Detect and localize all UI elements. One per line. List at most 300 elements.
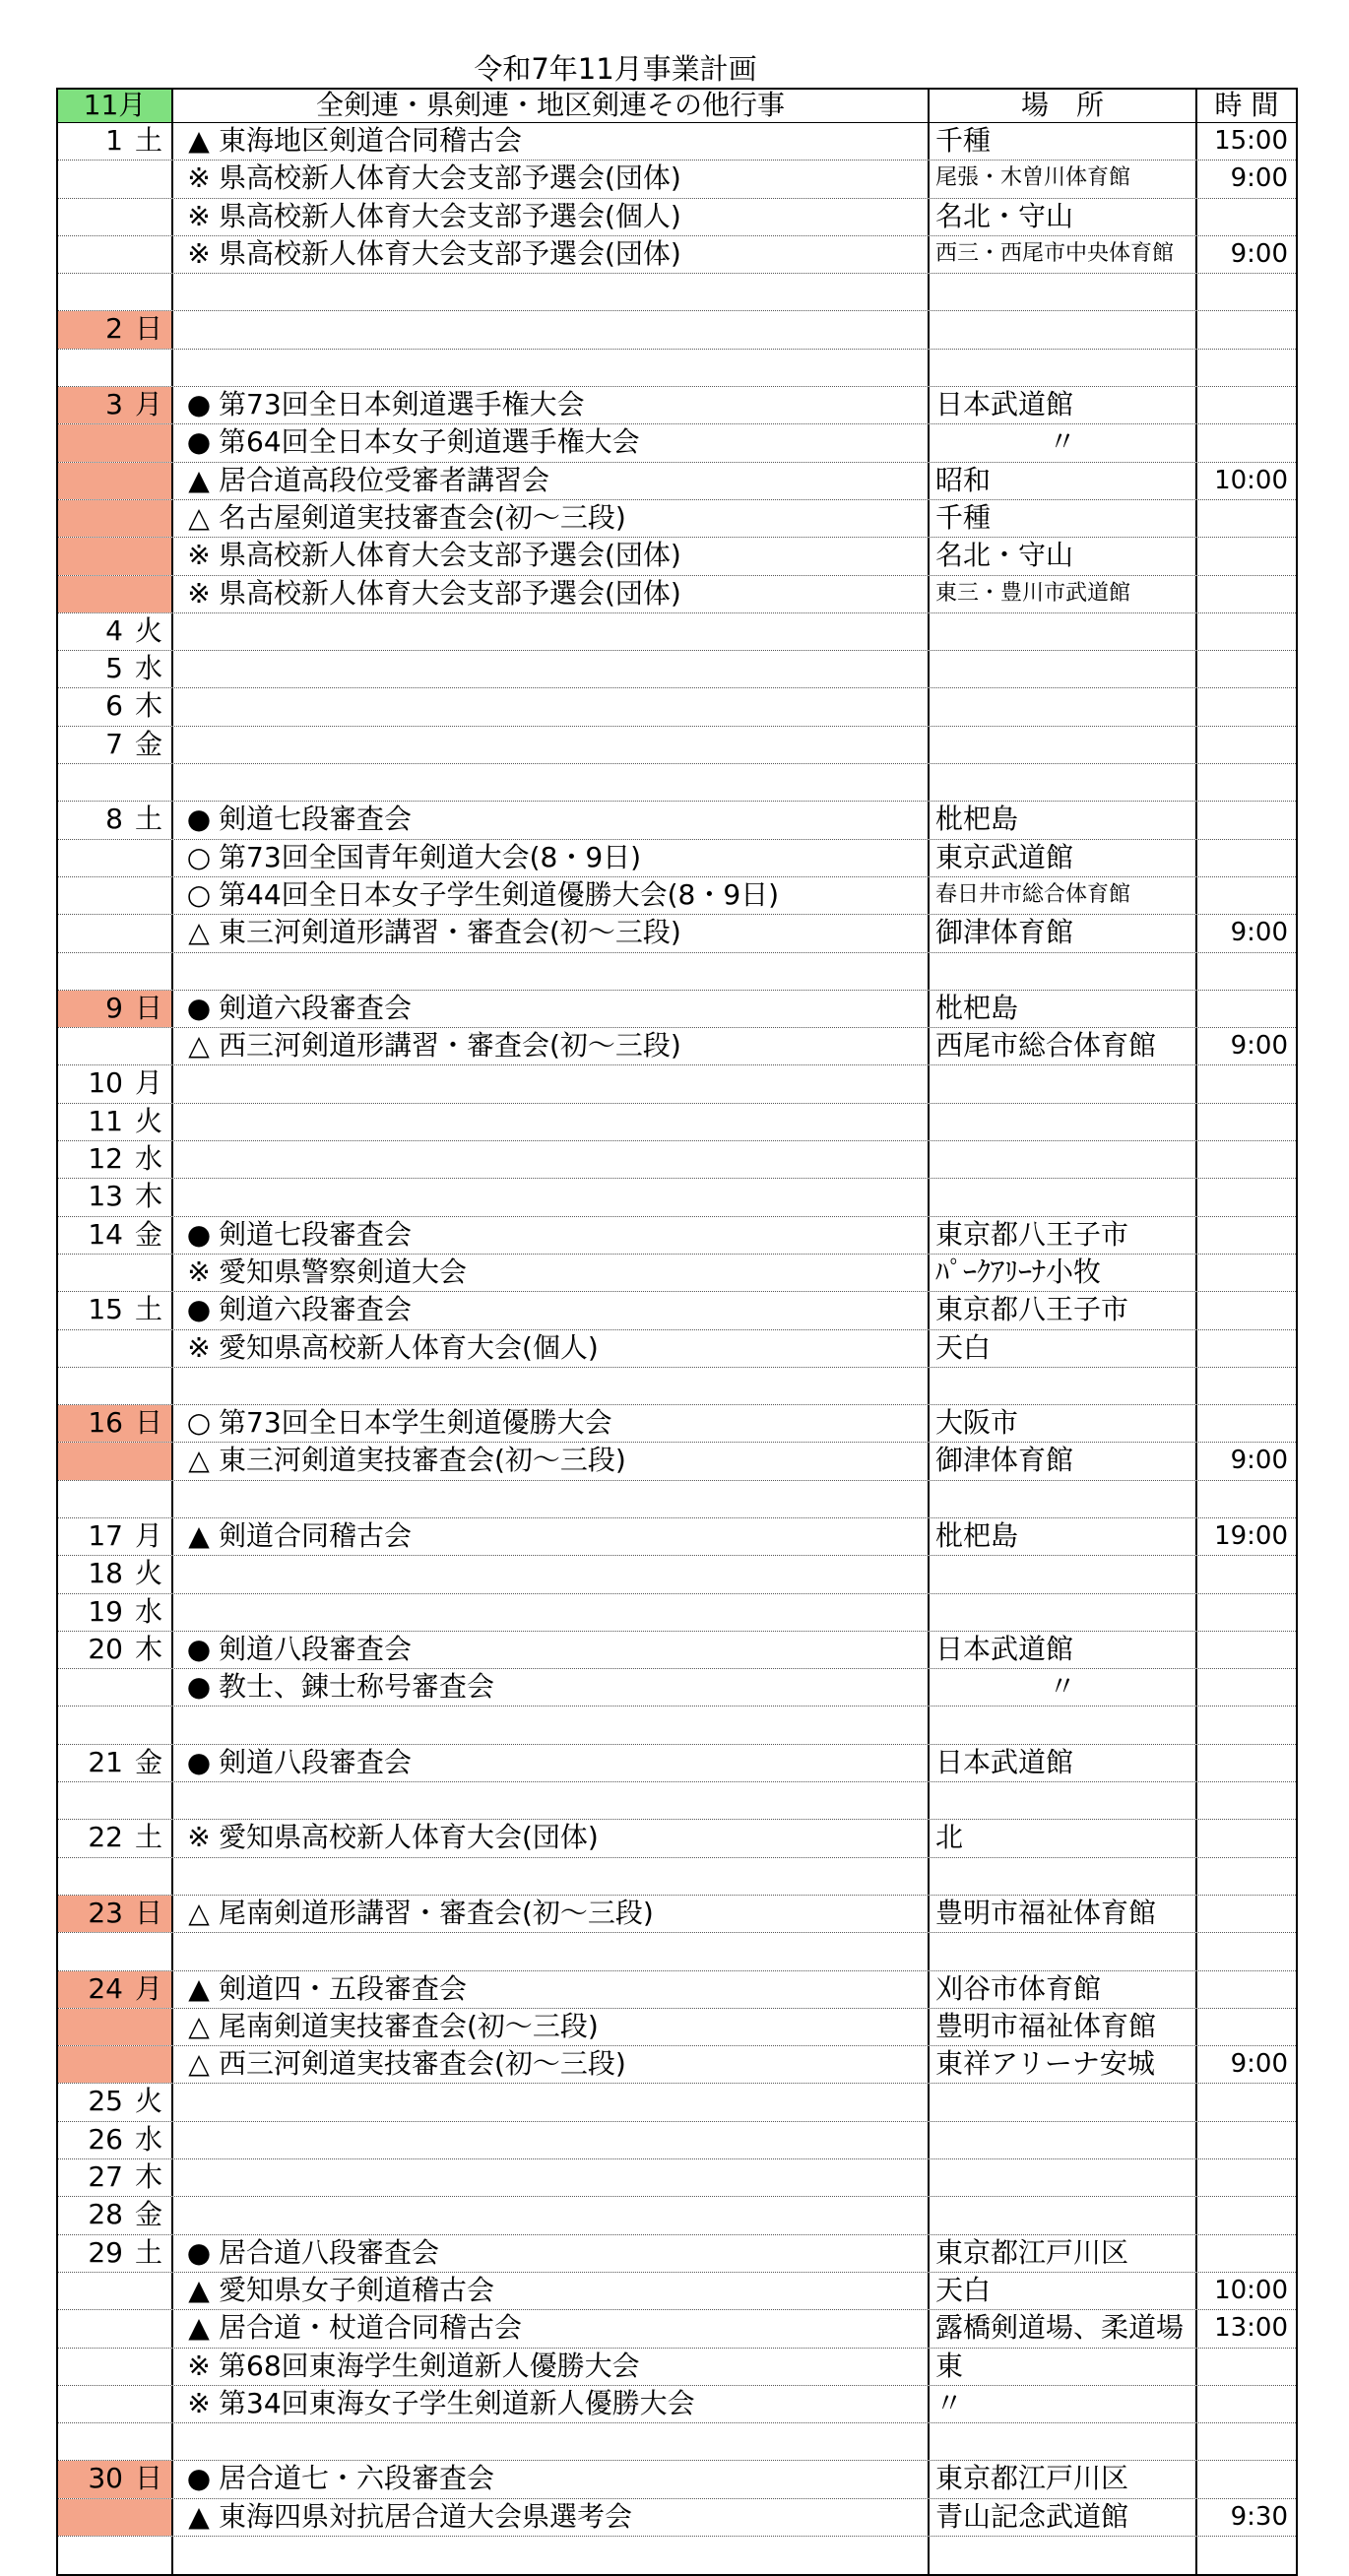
date-cell	[58, 651, 173, 687]
place-header: 場 所	[930, 90, 1197, 122]
place-cell: 北	[930, 1820, 1197, 1856]
time-cell	[1197, 576, 1296, 612]
date-cell	[58, 727, 173, 763]
place-cell	[930, 2159, 1197, 2196]
day-of-week: 水	[134, 1594, 162, 1628]
date-cell	[58, 350, 173, 386]
table-row	[58, 1896, 1296, 1933]
time-cell	[1197, 538, 1296, 574]
place-cell	[930, 1858, 1197, 1895]
date-cell	[58, 1368, 173, 1404]
place-cell	[930, 311, 1197, 348]
event-name: 東海地区剣道合同稽古会	[219, 124, 523, 157]
event-mark: ※	[187, 236, 211, 270]
place-cell: 尾張・木曽川体育館	[930, 161, 1197, 197]
time-cell	[1197, 387, 1296, 423]
place-cell	[930, 764, 1197, 801]
table-row	[58, 1368, 1296, 1405]
day-of-week: 水	[134, 1142, 162, 1176]
day-number: 11	[88, 1104, 123, 1137]
event-cell	[173, 1971, 930, 2008]
event-cell	[173, 2159, 930, 2196]
place-cell: 青山記念武道館	[930, 2499, 1197, 2536]
place-cell: 東京都江戸川区	[930, 2461, 1197, 2497]
place-cell: 千種	[930, 123, 1197, 160]
date-cell	[58, 274, 173, 310]
event-mark: ●	[186, 425, 212, 459]
time-cell	[1197, 2235, 1296, 2272]
event-mark: ○	[186, 840, 212, 873]
event-cell	[173, 538, 930, 574]
day-of-week: 火	[134, 613, 162, 647]
date-cell	[58, 802, 173, 838]
place-cell	[930, 1368, 1197, 1404]
table-row	[58, 688, 1296, 726]
place-cell: 露橋剣道場、柔道場	[930, 2310, 1197, 2347]
event-name: 剣道七段審査会	[219, 1217, 413, 1251]
place-cell: 東京都八王子市	[930, 1292, 1197, 1328]
time-cell	[1197, 2159, 1296, 2196]
date-cell	[58, 688, 173, 725]
date-cell	[58, 1820, 173, 1856]
place-cell	[930, 2122, 1197, 2158]
date-cell	[58, 2084, 173, 2120]
place-cell	[930, 1556, 1197, 1592]
event-cell	[173, 953, 930, 990]
time-cell	[1197, 1971, 1296, 2008]
event-cell	[173, 727, 930, 763]
table-row	[58, 1707, 1296, 1744]
place-cell	[930, 651, 1197, 687]
date-cell	[58, 1556, 173, 1592]
event-cell	[173, 877, 930, 914]
event-cell	[173, 123, 930, 160]
event-cell	[173, 1292, 930, 1328]
event-name: 剣道六段審査会	[219, 1293, 413, 1326]
time-cell	[1197, 1292, 1296, 1328]
event-cell	[173, 1217, 930, 1254]
event-name: 愛知県高校新人体育大会(団体)	[219, 1821, 599, 1854]
event-mark: △	[188, 500, 210, 534]
event-cell	[173, 1518, 930, 1555]
place-cell	[930, 1104, 1197, 1140]
table-row	[58, 1292, 1296, 1329]
date-cell	[58, 2310, 173, 2347]
event-mark: ▲	[188, 124, 210, 157]
place-cell	[930, 727, 1197, 763]
time-cell	[1197, 1896, 1296, 1932]
day-number: 2	[105, 312, 123, 346]
event-name: 居合道・杖道合同稽古会	[219, 2311, 523, 2345]
place-cell: 名北・守山	[930, 538, 1197, 574]
day-number: 22	[88, 1821, 123, 1854]
date-cell	[58, 576, 173, 612]
date-cell	[58, 2159, 173, 2196]
event-cell	[173, 2235, 930, 2272]
event-cell	[173, 2197, 930, 2233]
time-cell	[1197, 1104, 1296, 1140]
event-cell	[173, 764, 930, 801]
day-number: 27	[88, 2160, 123, 2194]
table-row	[58, 953, 1296, 991]
time-cell: 9:00	[1230, 163, 1288, 194]
event-name: 第73回全国青年剣道大会(8・9日)	[219, 840, 642, 873]
event-name: 東三河剣道形講習・審査会(初～三段)	[219, 916, 681, 949]
date-cell	[58, 2273, 173, 2309]
date-cell	[58, 1179, 173, 1215]
table-row	[58, 1594, 1296, 1632]
time-cell	[1197, 1707, 1296, 1743]
day-number: 16	[88, 1406, 123, 1440]
table-header	[58, 90, 1296, 123]
day-of-week: 金	[134, 1745, 162, 1778]
event-name: 居合道八段審査会	[219, 2235, 440, 2269]
event-cell	[173, 1632, 930, 1668]
table-row	[58, 1556, 1296, 1593]
time-cell	[1197, 1594, 1296, 1631]
place-cell	[930, 613, 1197, 650]
place-cell: 春日井市総合体育館	[930, 877, 1197, 914]
event-cell	[173, 2537, 930, 2574]
place-cell: 〃	[930, 1669, 1197, 1706]
event-mark: ●	[186, 1217, 212, 1251]
time-cell: 9:00	[1230, 2049, 1288, 2080]
event-mark: ※	[187, 539, 211, 572]
event-cell	[173, 2423, 930, 2460]
table-row	[58, 2461, 1296, 2498]
event-mark: ※	[187, 199, 211, 232]
table-row	[58, 1255, 1296, 1292]
day-number: 3	[105, 388, 123, 421]
event-cell	[173, 1669, 930, 1706]
table-row	[58, 1669, 1296, 1707]
time-cell	[1197, 651, 1296, 687]
event-cell	[173, 2122, 930, 2158]
event-cell	[173, 1141, 930, 1178]
table-row	[58, 2159, 1296, 2197]
date-cell	[58, 1141, 173, 1178]
event-cell	[173, 1179, 930, 1215]
month-header: 11月	[58, 90, 173, 122]
time-cell	[1197, 613, 1296, 650]
date-cell	[58, 2197, 173, 2233]
place-cell: 日本武道館	[930, 387, 1197, 423]
table-row	[58, 613, 1296, 651]
event-name: 愛知県女子剣道稽古会	[219, 2273, 495, 2306]
event-name: 第34回東海女子学生剣道新人優勝大会	[219, 2386, 695, 2419]
table-row	[58, 2310, 1296, 2348]
table-row	[58, 877, 1296, 915]
place-cell	[930, 688, 1197, 725]
date-cell	[58, 1292, 173, 1328]
date-cell	[58, 2537, 173, 2574]
time-cell	[1197, 764, 1296, 801]
date-cell	[58, 1745, 173, 1781]
table-row	[58, 1443, 1296, 1480]
day-number: 21	[88, 1745, 123, 1778]
date-cell	[58, 840, 173, 876]
day-number: 30	[88, 2462, 123, 2495]
table-row	[58, 538, 1296, 575]
event-cell	[173, 1707, 930, 1743]
place-cell: 枇杷島	[930, 802, 1197, 838]
event-cell	[173, 576, 930, 612]
day-number: 18	[88, 1557, 123, 1590]
place-cell: 豊明市福祉体育館	[930, 1896, 1197, 1932]
table-row	[58, 2499, 1296, 2537]
event-cell	[173, 274, 930, 310]
day-number: 23	[88, 1896, 123, 1929]
place-cell	[930, 2084, 1197, 2120]
date-cell	[58, 123, 173, 160]
time-cell	[1197, 802, 1296, 838]
time-cell: 13:00	[1214, 2313, 1288, 2344]
event-name: 県高校新人体育大会支部予選会(団体)	[219, 576, 681, 610]
time-cell	[1197, 311, 1296, 348]
place-cell: 東	[930, 2349, 1197, 2385]
event-mark: ※	[187, 2349, 211, 2382]
event-name: 剣道八段審査会	[219, 1745, 413, 1778]
time-cell	[1197, 1933, 1296, 1969]
day-of-week: 日	[134, 991, 162, 1024]
table-row	[58, 2084, 1296, 2121]
time-cell	[1197, 1255, 1296, 1291]
event-cell	[173, 1255, 930, 1291]
time-cell	[1197, 500, 1296, 537]
date-cell	[58, 1971, 173, 2008]
event-cell	[173, 1330, 930, 1367]
table-row	[58, 2349, 1296, 2386]
table-row	[58, 1632, 1296, 1669]
event-mark: ▲	[188, 1971, 210, 2005]
day-number: 12	[88, 1142, 123, 1176]
event-cell	[173, 2084, 930, 2120]
event-cell	[173, 613, 930, 650]
time-cell	[1197, 2009, 1296, 2045]
table-row	[58, 1405, 1296, 1443]
table-row	[58, 2235, 1296, 2273]
day-number: 25	[88, 2085, 123, 2118]
table-row	[58, 802, 1296, 839]
day-number: 10	[88, 1066, 123, 1100]
event-mark: △	[188, 2009, 210, 2042]
event-name: 県高校新人体育大会支部予選会(個人)	[219, 199, 681, 232]
day-number: 24	[88, 1971, 123, 2005]
date-cell	[58, 1594, 173, 1631]
time-cell	[1197, 274, 1296, 310]
time-cell	[1197, 199, 1296, 235]
day-number: 19	[88, 1594, 123, 1628]
event-cell	[173, 840, 930, 876]
event-mark: ▲	[188, 2499, 210, 2533]
table-row	[58, 274, 1296, 311]
place-cell	[930, 1141, 1197, 1178]
table-row	[58, 1858, 1296, 1896]
table-row	[58, 651, 1296, 688]
place-cell: 東京武道館	[930, 840, 1197, 876]
event-cell	[173, 350, 930, 386]
table-row	[58, 1820, 1296, 1857]
date-cell	[58, 1065, 173, 1102]
date-cell	[58, 1782, 173, 1819]
event-cell	[173, 1028, 930, 1064]
event-mark: ○	[186, 877, 212, 911]
place-cell	[930, 1782, 1197, 1819]
day-of-week: 木	[134, 689, 162, 723]
event-mark: ※	[187, 1255, 211, 1288]
date-cell	[58, 2461, 173, 2497]
event-mark: ※	[187, 576, 211, 610]
day-of-week: 月	[134, 1518, 162, 1552]
event-mark: △	[188, 1444, 210, 1477]
place-cell: 天白	[930, 2273, 1197, 2309]
event-cell	[173, 2310, 930, 2347]
place-cell: 枇杷島	[930, 991, 1197, 1027]
day-number: 15	[88, 1293, 123, 1326]
event-name: 県高校新人体育大会支部予選会(団体)	[219, 539, 681, 572]
place-cell	[930, 1594, 1197, 1631]
day-number: 5	[105, 652, 123, 685]
table-row	[58, 576, 1296, 613]
time-cell: 9:00	[1230, 1446, 1288, 1476]
place-cell: 名北・守山	[930, 199, 1197, 235]
time-cell: 10:00	[1214, 465, 1288, 495]
day-number: 28	[88, 2198, 123, 2231]
date-cell	[58, 1707, 173, 1743]
table-row	[58, 1933, 1296, 1970]
table-row	[58, 311, 1296, 349]
place-cell: 西三・西尾市中央体育館	[930, 236, 1197, 273]
day-of-week: 木	[134, 1632, 162, 1665]
table-row	[58, 236, 1296, 274]
event-mark: ▲	[188, 2273, 210, 2306]
table-row	[58, 2046, 1296, 2084]
place-cell: ﾊﾟｰｸｱﾘｰﾅ小牧	[930, 1255, 1197, 1291]
time-cell	[1197, 840, 1296, 876]
place-cell	[930, 1707, 1197, 1743]
time-cell	[1197, 2537, 1296, 2574]
date-cell	[58, 1518, 173, 1555]
table-row	[58, 991, 1296, 1028]
date-cell	[58, 2046, 173, 2083]
time-cell	[1197, 1820, 1296, 1856]
event-cell	[173, 1820, 930, 1856]
time-cell: 9:00	[1230, 1031, 1288, 1062]
date-cell	[58, 1104, 173, 1140]
place-cell	[930, 274, 1197, 310]
time-cell	[1197, 1669, 1296, 1706]
day-of-week: 木	[134, 2160, 162, 2194]
time-cell: 15:00	[1214, 126, 1288, 156]
event-mark: ▲	[188, 1518, 210, 1552]
time-header: 時 間	[1214, 90, 1279, 121]
place-cell: 日本武道館	[930, 1632, 1197, 1668]
event-cell	[173, 424, 930, 461]
table-row	[58, 1782, 1296, 1820]
event-cell	[173, 1858, 930, 1895]
table-row	[58, 1971, 1296, 2009]
time-cell	[1197, 2122, 1296, 2158]
event-name: 教士、錬士称号審査会	[219, 1670, 495, 1704]
time-cell	[1197, 1141, 1296, 1178]
time-cell	[1197, 1065, 1296, 1102]
place-cell: 〃	[930, 2386, 1197, 2422]
day-number: 17	[88, 1518, 123, 1552]
event-cell	[173, 500, 930, 537]
day-number: 20	[88, 1632, 123, 1665]
event-cell	[173, 802, 930, 838]
date-cell	[58, 1481, 173, 1517]
table-row	[58, 199, 1296, 236]
event-cell	[173, 2273, 930, 2309]
day-number: 1	[105, 124, 123, 157]
table-row	[58, 1745, 1296, 1782]
time-cell	[1197, 1858, 1296, 1895]
event-mark: ●	[186, 1745, 212, 1778]
event-name: 県高校新人体育大会支部予選会(団体)	[219, 161, 681, 195]
place-cell: 刈谷市体育館	[930, 1971, 1197, 2008]
place-cell: 豊明市福祉体育館	[930, 2009, 1197, 2045]
time-cell: 19:00	[1214, 1520, 1288, 1551]
event-cell	[173, 1782, 930, 1819]
day-number: 14	[88, 1217, 123, 1251]
date-cell	[58, 538, 173, 574]
date-cell	[58, 1028, 173, 1064]
place-cell: 大阪市	[930, 1405, 1197, 1442]
table-row	[58, 1217, 1296, 1255]
event-name: 第44回全日本女子学生剣道優勝大会(8・9日)	[219, 877, 780, 911]
date-cell	[58, 500, 173, 537]
event-mark: ●	[186, 388, 212, 421]
time-cell: 9:00	[1230, 238, 1288, 269]
day-number: 29	[88, 2235, 123, 2269]
event-cell	[173, 1481, 930, 1517]
event-mark: ※	[187, 161, 211, 195]
date-cell	[58, 2122, 173, 2158]
day-number: 7	[105, 727, 123, 760]
table-row	[58, 1104, 1296, 1141]
event-cell	[173, 915, 930, 951]
time-cell	[1197, 2461, 1296, 2497]
time-cell	[1197, 688, 1296, 725]
date-cell	[58, 613, 173, 650]
place-cell: 東京都八王子市	[930, 1217, 1197, 1254]
event-mark: ●	[186, 991, 212, 1024]
table-row	[58, 1028, 1296, 1065]
event-mark: △	[188, 1896, 210, 1929]
date-cell	[58, 424, 173, 461]
event-mark: ※	[187, 2386, 211, 2419]
time-cell	[1197, 727, 1296, 763]
table-row	[58, 2273, 1296, 2310]
time-cell	[1197, 2423, 1296, 2460]
day-number: 8	[105, 803, 123, 836]
event-mark: ※	[187, 1821, 211, 1854]
table-row	[58, 2122, 1296, 2159]
time-cell	[1197, 1632, 1296, 1668]
day-of-week: 月	[134, 1971, 162, 2005]
event-cell	[173, 311, 930, 348]
table-row	[58, 500, 1296, 538]
day-of-week: 金	[134, 2198, 162, 2231]
table-row	[58, 424, 1296, 462]
time-cell	[1197, 424, 1296, 461]
table-row	[58, 2423, 1296, 2461]
time-cell: 9:30	[1230, 2501, 1288, 2532]
day-of-week: 金	[134, 1217, 162, 1251]
place-cell	[930, 1065, 1197, 1102]
time-cell	[1197, 991, 1296, 1027]
